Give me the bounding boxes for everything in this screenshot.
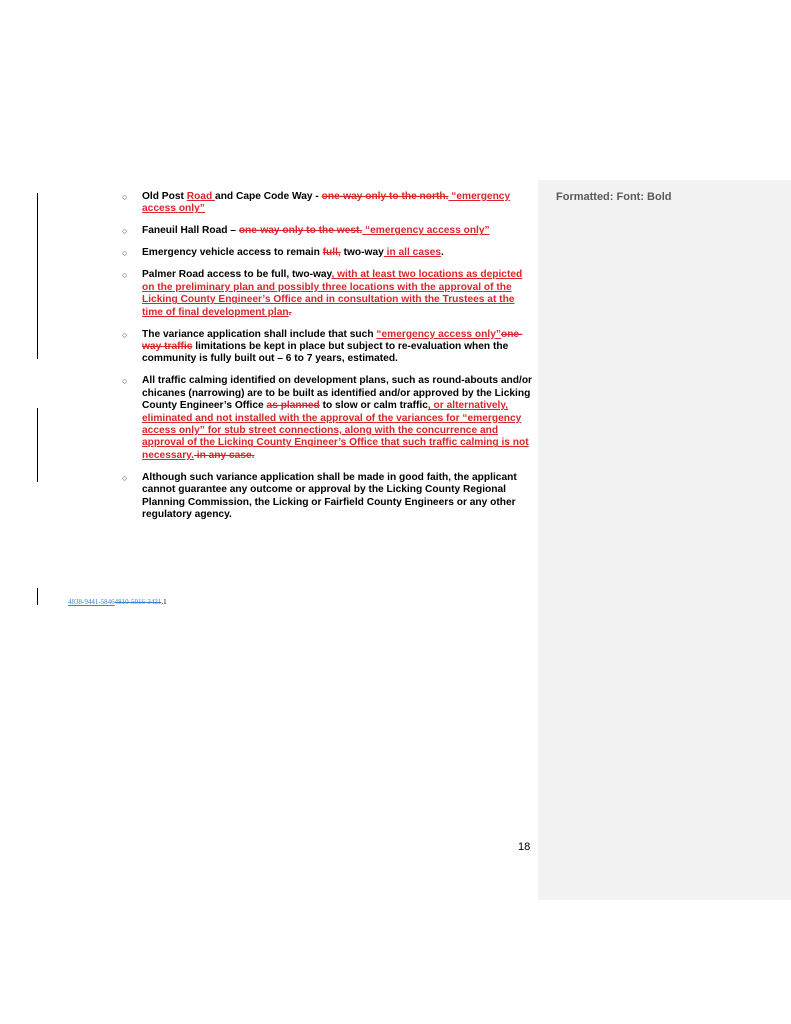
document-id-footer <box>68 598 167 606</box>
bullet-item <box>120 247 532 259</box>
body-text: All traffic calming identified on development plans, such as round-abouts and/or chicanes (narrowing) are to be built as identified and/or approved by the Licking County Engineer’s Office <box>142 375 533 412</box>
inserted-text: , with at least two locations as depicted on the preliminary plan and possibly three locations with the approval of the Licking County Engineer’s Office and in consultation with the Trustees at the time of final development plan <box>142 269 523 318</box>
circle-bullet-icon: ○ <box>122 192 128 202</box>
circle-bullet-icon: ○ <box>122 472 128 483</box>
change-bar-2 <box>37 408 38 482</box>
change-bar-1 <box>37 193 38 359</box>
circle-bullet-icon: ○ <box>122 248 128 259</box>
comment-sidebar <box>538 180 791 900</box>
body-text: limitations be kept in place but subject to re-evaluation when the community is fully built out – 6 to 7 years, estimated. <box>142 341 509 365</box>
body-text: . <box>441 247 444 259</box>
inserted-text: Road <box>186 191 216 202</box>
circle-bullet-icon: ○ <box>122 270 128 281</box>
doc-id-inserted: 4838-9441-5846 <box>68 598 115 606</box>
doc-id-deleted: 4810-5016-3421 <box>114 598 162 606</box>
deleted-text: full, <box>322 247 341 259</box>
body-text: Emergency vehicle access to remain <box>142 247 323 259</box>
bullet-item <box>120 269 532 319</box>
bullet-item <box>120 472 532 522</box>
deleted-text: one-way traffic <box>142 328 523 353</box>
body-text: Although such variance application shall be made in good faith, the applicant cannot guarantee any outcome or approval by the Licking County Regional Planning Commission, the Licking or Fairfield County Engineers or any other regulatory agency. <box>142 471 517 521</box>
inserted-text: “emergency access only” <box>376 328 501 340</box>
formatting-note: Formatted: Font: Bold <box>556 191 672 203</box>
body-text: two-way <box>340 247 384 259</box>
doc-id-suffix: .1 <box>161 598 167 606</box>
deleted-text: one-way only to the west. <box>238 225 363 237</box>
inserted-text: “emergency access only” <box>362 225 490 237</box>
body-text: Faneuil Hall Road – <box>142 225 239 237</box>
change-bar-3 <box>37 588 38 605</box>
body-text: Old Post <box>142 191 187 202</box>
bullet-item <box>120 375 532 462</box>
body-text: to slow or calm traffic <box>319 400 428 412</box>
body-text: Palmer Road access to be full, two-way <box>142 269 332 281</box>
deleted-text: one-way only to the north. <box>321 191 449 202</box>
circle-bullet-icon: ○ <box>122 226 128 237</box>
inserted-text: “emergency access only” for stub street connections, along with the concurrence and approval of the Licking County Engineer’s Office that such traffic calming is not necessary. <box>142 412 529 461</box>
body-text: and Cape Code Way - <box>215 191 322 202</box>
page-number: 18 <box>518 841 531 853</box>
inserted-text: in all cases <box>383 247 441 259</box>
deleted-text: as planned <box>266 400 320 412</box>
bullet-item <box>120 191 532 216</box>
bullet-item <box>120 329 532 366</box>
circle-bullet-icon: ○ <box>122 376 128 387</box>
circle-bullet-icon: ○ <box>122 329 128 340</box>
bullet-item <box>120 225 532 237</box>
inserted-text: , or alternatively, eliminated and not installed with the approval of the variances for <box>142 400 509 424</box>
deleted-text: in any case. <box>193 449 255 461</box>
document-body <box>120 191 532 531</box>
deleted-text: . <box>288 306 292 318</box>
body-text: The variance application shall include that such <box>142 328 377 340</box>
inserted-text: “emergency access only” <box>142 191 511 215</box>
